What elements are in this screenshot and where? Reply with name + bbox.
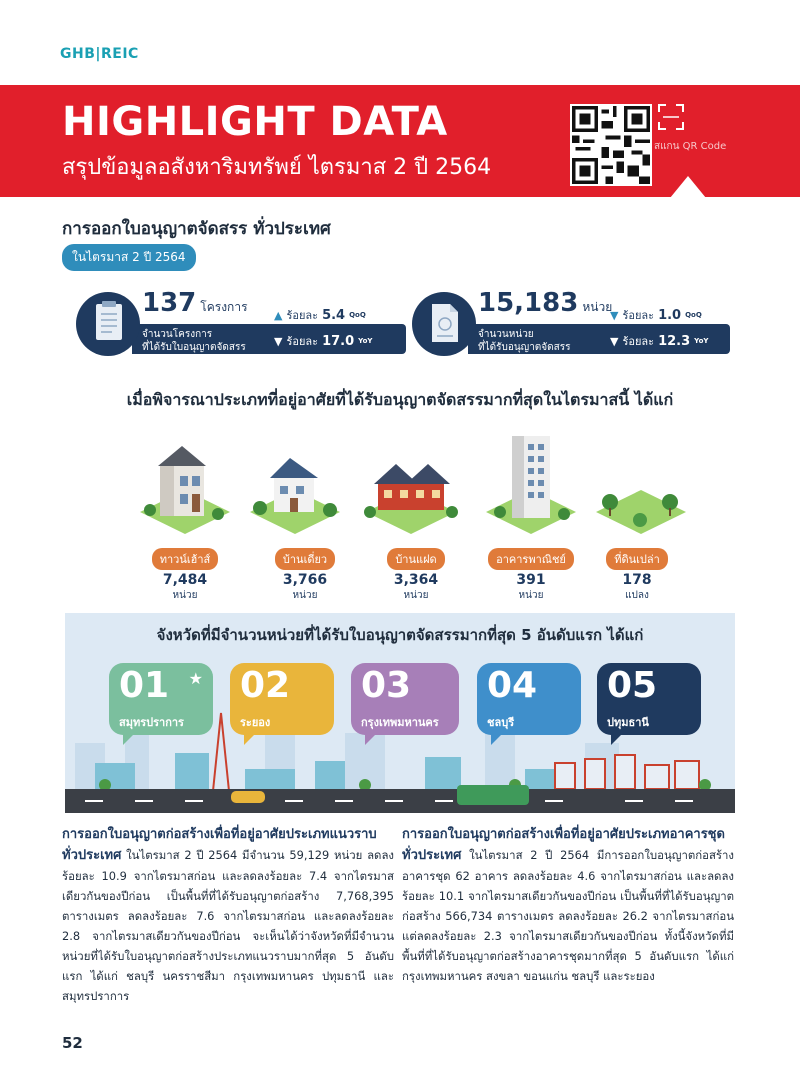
units-value: 15,183 หน่วย (478, 288, 613, 318)
type-twin-house (361, 548, 471, 603)
rank-province: ปทุมธานี (607, 716, 649, 729)
chevron-down-icon: ▼ (274, 334, 283, 348)
rank-card-02 (230, 663, 334, 735)
permits-section-title: การออกใบอนุญาตจัดสรร ทั่วประเทศ (62, 219, 331, 239)
type-label: อาคารพาณิชย์ (488, 548, 574, 570)
article-low-rise (62, 824, 394, 1006)
banner-title: HIGHLIGHT DATA (62, 99, 448, 145)
townhouse-illustration (130, 424, 240, 544)
top-provinces-heading: จังหวัดที่มีจำนวนหน่วยที่ได้รับใบอนุญาตจัดสรรมากที่สุด 5 อันดับแรก ได้แก่ (156, 626, 644, 644)
detached-house-illustration (240, 424, 350, 544)
projects-stat-card (76, 288, 406, 364)
type-value: 3,364 (393, 572, 439, 588)
chevron-down-icon: ▼ (610, 308, 619, 322)
type-unit: หน่วย (403, 590, 429, 601)
rank-card-04 (477, 663, 581, 735)
units-desc: จำนวนหน่วย ที่ได้รับอนุญาตจัดสรร (478, 329, 571, 353)
rank-province: กรุงเทพมหานคร (361, 716, 439, 729)
chevron-up-icon: ▲ (274, 308, 283, 322)
type-unit: แปลง (625, 590, 649, 601)
star-icon: ★ (188, 669, 203, 688)
type-townhouse (130, 548, 240, 603)
scan-frame-icon (658, 104, 684, 130)
rank-number: 05 (607, 665, 658, 706)
rank-number: 04 (487, 665, 538, 706)
rank-province: ชลบุรี (487, 716, 515, 729)
type-vacant-land (582, 548, 692, 603)
scan-qr-label: สแกน QR Code (654, 141, 727, 152)
type-label: ทาวน์เฮ้าส์ (152, 548, 219, 570)
banner-subtitle: สรุปข้อมูลอสังหาริมทรัพย์ ไตรมาส 2 ปี 2564 (62, 155, 492, 180)
banner-notch (670, 176, 706, 198)
rank-number: 03 (361, 665, 412, 706)
type-label: ที่ดินเปล่า (606, 548, 668, 570)
article-body: ในไตรมาส 2 ปี 2564 มีการออกใบอนุญาตก่อสร้างอาคารชุด 62 อาคาร ลดลงร้อยละ 4.6 จากไตรมาสก่อน และลดลงร้อยละ 10.1 จากไตรมาสเดียวกันของปีก่อน เป็นพื้นที่ที่ได้รับอนุญาตก่อสร้าง 566,734 ตารางเมตร ลดลงร้อยละ 26.2 จากไตรมาสก่อน แต่ลดลงร้อยละ 2.3 จากไตรมาสเดียวกันของปีก่อน ทั้งนี้จังหวัดที่มีพื้นที่ที่ได้รับอนุญาตก่อสร้างอาคารชุดมากที่สุด 5 อันดับแรก ได้แก่ กรุงเทพมหานคร สงขลา ขอนแก่น ชลบุรี และระยอง (402, 848, 734, 983)
rank-number: 01 (119, 665, 170, 706)
projects-desc: จำนวนโครงการ ที่ได้รับใบอนุญาตจัดสรร (142, 329, 246, 353)
vacant-land-illustration (586, 424, 696, 544)
type-commercial (476, 548, 586, 603)
type-unit: หน่วย (518, 590, 544, 601)
article-heading: การออกใบอนุญาตก่อสร้างเพื่อที่อยู่อาศัยประเภทอาคารชุด ทั่วประเทศ (402, 827, 725, 863)
type-label: บ้านแฝด (387, 548, 444, 570)
qr-code-icon[interactable] (570, 104, 652, 186)
top-provinces-panel (65, 613, 735, 813)
article-body: ในไตรมาส 2 ปี 2564 มีจำนวน 59,129 หน่วย ลดลงร้อยละ 10.9 จากไตรมาสก่อน และลดลงร้อยละ 7.4 จากไตรมาสเดียวกันของปีก่อน เป็นพื้นที่ที่ได้รับอนุญาตก่อสร้าง 7,768,395 ตารางเมตร ลดลงร้อยละ 7.6 จากไตรมาสก่อน และลดลงร้อยละ 2.8 จากไตรมาสเดียวกันของปีก่อน จะเห็นได้ว่าจังหวัดที่มีจำนวนหน่วยที่ได้รับใบอนุญาตก่อสร้างประเภทแนวราบมากที่สุด 5 อันดับแรก ได้แก่ ชลบุรี นครราชสีมา กรุงเทพมหานคร ปทุมธานี และสมุทรปราการ (62, 848, 394, 1003)
page-number: 52 (62, 1034, 83, 1052)
type-value: 391 (516, 572, 546, 588)
article-heading: การออกใบอนุญาตก่อสร้างเพื่อที่อยู่อาศัยประเภทแนวราบ ทั่วประเทศ (62, 827, 377, 863)
units-yoy: ▼ ร้อยละ 12.3 YoY (610, 333, 709, 349)
rank-number: 02 (240, 665, 291, 706)
type-detached-house (250, 548, 360, 603)
publisher-logo: GHB|REIC (60, 46, 139, 62)
period-pill: ในไตรมาส 2 ปี 2564 (62, 244, 196, 271)
type-value: 7,484 (162, 572, 208, 588)
type-unit: หน่วย (172, 590, 198, 601)
bus-icon (457, 785, 529, 805)
commercial-building-illustration (476, 424, 586, 544)
chevron-down-icon: ▼ (610, 334, 619, 348)
road (65, 789, 735, 813)
type-value: 178 (622, 572, 652, 588)
article-condominium (402, 824, 734, 986)
rank-province: ระยอง (240, 716, 271, 729)
projects-value: 137 โครงการ (142, 288, 248, 318)
units-qoq: ▼ ร้อยละ 1.0 QoQ (610, 307, 702, 323)
type-value: 3,766 (282, 572, 328, 588)
car-icon (231, 791, 265, 803)
housing-types-heading: เมื่อพิจารณาประเภทที่อยู่อาศัยที่ได้รับอนุญาตจัดสรรมากที่สุดในไตรมาสนี้ ได้แก่ (126, 390, 674, 409)
projects-yoy: ▼ ร้อยละ 17.0 YoY (274, 333, 373, 349)
clipboard-icon (76, 292, 140, 356)
type-label: บ้านเดี่ยว (275, 548, 335, 570)
rank-province: สมุทรปราการ (119, 716, 184, 729)
units-stat-card (412, 288, 730, 364)
rank-card-03 (351, 663, 459, 735)
document-icon (412, 292, 476, 356)
type-unit: หน่วย (292, 590, 318, 601)
rank-card-01 (109, 663, 213, 735)
twin-house-illustration (356, 424, 466, 544)
rank-card-05 (597, 663, 701, 735)
projects-qoq: ▲ ร้อยละ 5.4 QoQ (274, 307, 366, 323)
